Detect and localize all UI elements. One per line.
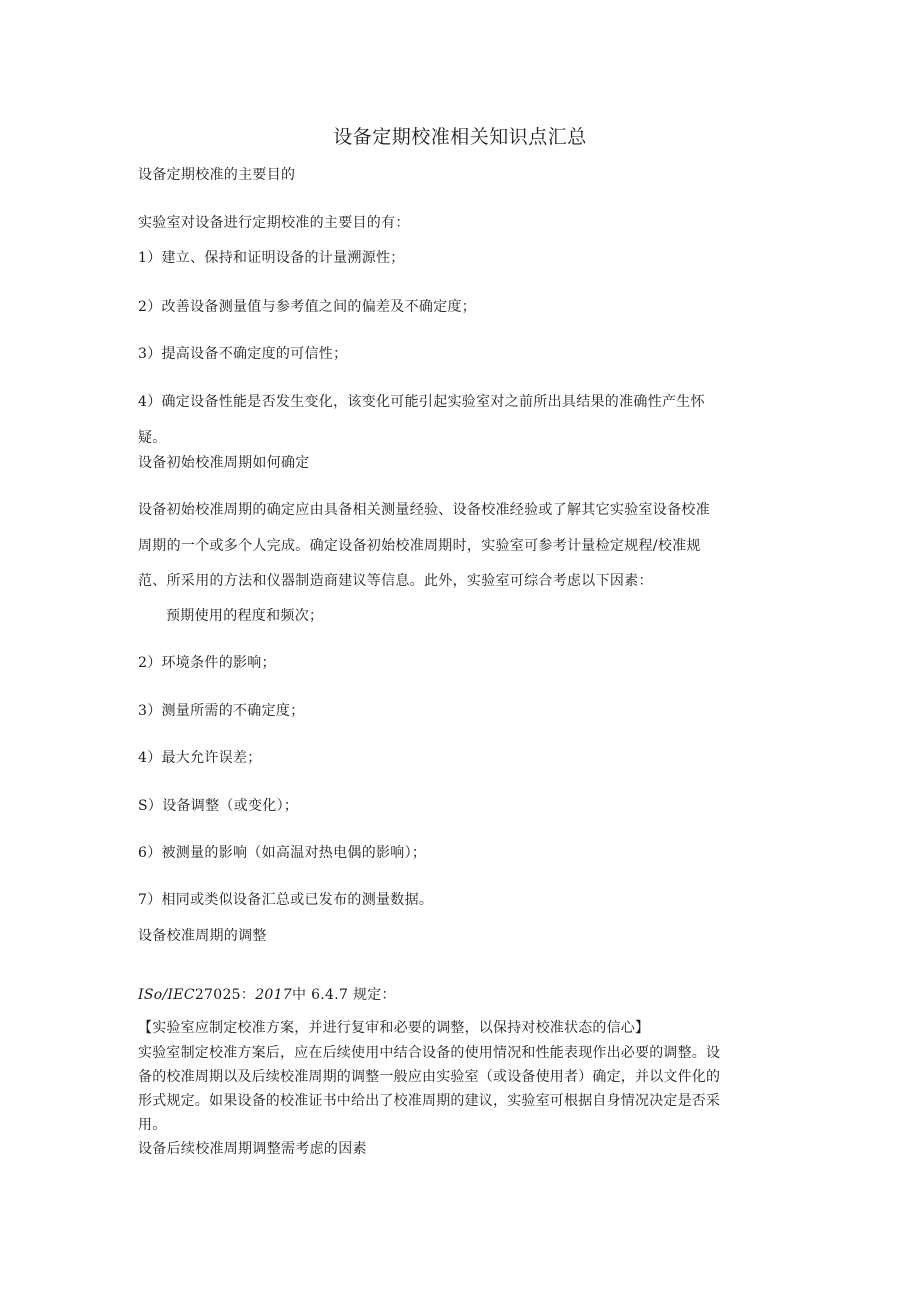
paragraph-line: 用。	[138, 1117, 167, 1133]
list-item: 2）改善设备测量值与参考值之间的偏差及不确定度；	[138, 299, 477, 315]
paragraph-line: 设备初始校准周期的确定应由具备相关测量经验、设备校准经验或了解其它实验室设备校准	[138, 502, 710, 518]
list-item: 4）最大允许误差；	[138, 750, 262, 766]
section-heading-purpose: 设备定期校准的主要目的	[138, 167, 296, 183]
paragraph-line: 周期的一个或多个人完成。确定设备初始校准周期时，实验室可参考计量检定规程/校准规	[138, 538, 701, 554]
section-heading-initial-interval: 设备初始校准周期如何确定	[138, 455, 310, 471]
list-item: 4）确定设备性能是否发生变化，该变化可能引起实验室对之前所出具结果的准确性产生怀	[138, 394, 705, 410]
list-item: 6）被测量的影响（如高温对热电偶的影响）；	[138, 845, 427, 861]
quoted-requirement: 【实验室应制定校准方案，并进行复审和必要的调整，以保持对校准状态的信心】	[138, 1020, 650, 1036]
list-item: 2）环境条件的影响；	[138, 655, 276, 671]
standard-year: 2017	[255, 987, 293, 1003]
paragraph-intro: 实验室对设备进行定期校准的主要目的有：	[138, 215, 410, 231]
list-item: S）设备调整（或变化）；	[138, 798, 299, 814]
standard-clause: 中 6.4.7 规定：	[292, 987, 396, 1003]
section-heading-interval-adjustment: 设备校准周期的调整	[138, 928, 267, 944]
list-item: 预期使用的程度和频次；	[166, 608, 324, 624]
paragraph-line: 备的校准周期以及后续校准周期的调整一般应由实验室（或设备使用者）确定，并以文件化的	[138, 1069, 721, 1085]
paragraph-line: 实验室制定校准方案后，应在后续使用中结合设备的使用情况和性能表现作出必要的调整。设	[138, 1045, 721, 1061]
list-item: 3）测量所需的不确定度；	[138, 703, 305, 719]
paragraph-line: 形式规定。如果设备的校准证书中给出了校准周期的建议，实验室可根据自身情况决定是否采	[138, 1093, 721, 1109]
list-item: 1）建立、保持和证明设备的计量溯源性；	[138, 250, 405, 266]
section-heading-subsequent-factors: 设备后续校准周期调整需考虑的因素	[138, 1141, 367, 1157]
standard-reference	[138, 985, 396, 1005]
list-item: 3）提高设备不确定度的可信性；	[138, 346, 348, 362]
paragraph-line: 范、所采用的方法和仪器制造商建议等信息。此外，实验室可综合考虑以下因素：	[138, 573, 653, 589]
standard-name: ISo/IEC	[138, 987, 195, 1003]
standard-number: 27025：	[194, 987, 256, 1003]
list-item: 7）相同或类似设备汇总或已发布的测量数据。	[138, 892, 434, 908]
list-item-continuation: 疑。	[138, 430, 167, 446]
page-title: 设备定期校准相关知识点汇总	[333, 126, 587, 148]
